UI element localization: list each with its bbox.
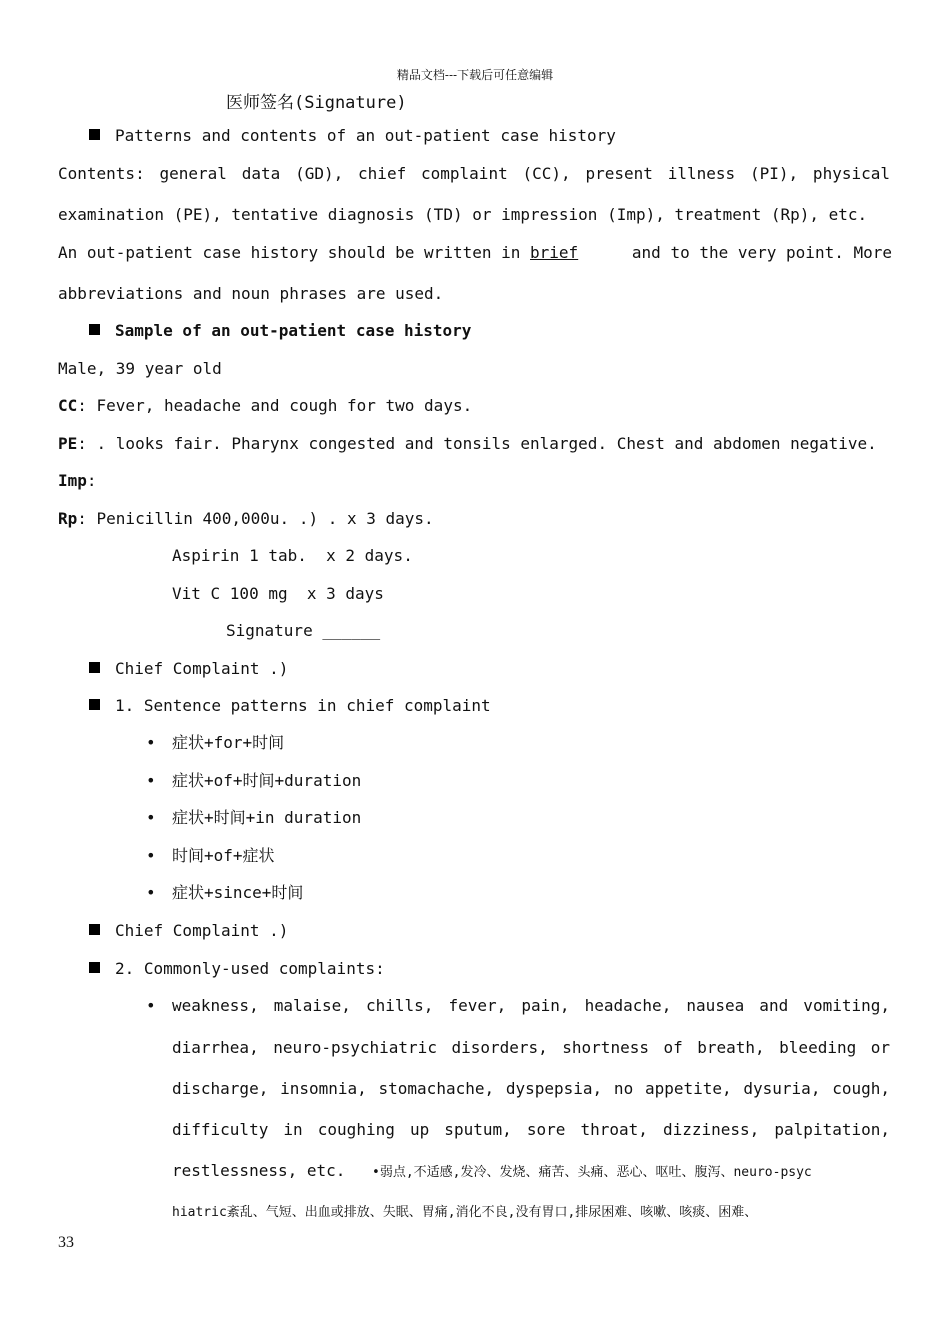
brief-line-1: [58, 243, 892, 263]
rx-aspirin: Aspirin 1 tab. x 2 days.: [172, 546, 413, 565]
square-bullet-icon: [89, 924, 100, 935]
imp-line: [58, 471, 97, 491]
rp-line: [58, 509, 434, 529]
cc-line: [58, 396, 472, 416]
patient-info: Male, 39 year old: [58, 359, 222, 378]
page-header: 精品文档---下载后可任意编辑: [396, 68, 554, 82]
complaint-line-6: hiatric紊乱、气短、出血或排放、失眠、胃痛,消化不良,没有胃口,排尿困难、咳嗽、咳痰、困难、: [172, 1205, 758, 1220]
square-bullet-icon: [89, 324, 100, 335]
pattern-item: 症状+时间+in duration: [172, 808, 362, 827]
signature-title: 医师签名(Signature): [226, 93, 407, 113]
rp-label: Rp: [58, 509, 78, 528]
dot-bullet-icon: •: [146, 771, 156, 790]
brief-link-word: brief: [530, 243, 579, 262]
contents-line-2: examination (PE), tentative diagnosis (TD) or impression (Imp), treatment (Rp), etc.: [58, 205, 868, 224]
square-bullet-icon: [89, 662, 100, 673]
page-number: 33: [58, 1234, 74, 1251]
dot-bullet-icon: •: [146, 808, 156, 827]
common-complaints-heading: 2. Commonly-used complaints:: [115, 959, 385, 978]
dot-bullet-icon: •: [146, 996, 156, 1015]
brief-post: and to the very point. More: [622, 243, 892, 262]
pe-text: : . looks fair. Pharynx congested and tonsils enlarged. Chest and abdomen negative.: [77, 434, 877, 453]
pe-label: PE: [58, 434, 78, 453]
complaint-line: discharge, insomnia, stomachache, dyspepsia, no appetite, dysuria, cough,: [172, 1079, 890, 1098]
cc-label: CC: [58, 396, 78, 415]
imp-text: :: [86, 471, 97, 490]
complaint-line: difficulty in coughing up sputum, sore throat, dizziness, palpitation,: [172, 1120, 890, 1139]
cc-text: : Fever, headache and cough for two days.: [77, 396, 473, 415]
signature-line: Signature ______: [226, 621, 381, 640]
pe-line: [58, 434, 877, 454]
complaint-line-5-en: restlessness, etc.: [172, 1161, 346, 1180]
dot-bullet-icon: •: [146, 846, 156, 865]
brief-line-2: abbreviations and noun phrases are used.: [58, 284, 444, 303]
contents-line-1: Contents: general data (GD), chief complaint (CC), present illness (PI), physical: [58, 164, 890, 183]
rx-vitc: Vit C 100 mg x 3 days: [172, 584, 384, 603]
pattern-item: 症状+for+时间: [172, 733, 285, 752]
dot-bullet-icon: •: [146, 733, 156, 752]
square-bullet-icon: [89, 699, 100, 710]
square-bullet-icon: [89, 129, 100, 140]
section-heading-patterns: Patterns and contents of an out-patient case history: [115, 126, 616, 145]
pattern-item: 时间+of+症状: [172, 846, 275, 865]
pattern-item: 症状+since+时间: [172, 883, 304, 902]
brief-pre: An out-patient case history should be written in: [58, 243, 531, 262]
pattern-item: 症状+of+时间+duration: [172, 771, 362, 790]
complaint-line: diarrhea, neuro-psychiatric disorders, shortness of breath, bleeding or: [172, 1038, 890, 1057]
chief-complaint-heading-2: Chief Complaint .): [115, 921, 289, 940]
sample-heading: Sample of an out-patient case history: [115, 321, 472, 340]
dot-bullet-icon: •: [146, 883, 156, 902]
square-bullet-icon: [89, 962, 100, 973]
rp-text: : Penicillin 400,000u. .) . x 3 days.: [77, 509, 434, 528]
chief-complaint-heading-1: Chief Complaint .): [115, 659, 289, 678]
sentence-patterns-heading: 1. Sentence patterns in chief complaint: [115, 696, 491, 715]
complaint-line-5-cn: •弱点,不适感,发冷、发烧、痛苦、头痛、恶心、呕吐、腹泻、neuro-psyc: [372, 1165, 812, 1180]
complaint-line: weakness, malaise, chills, fever, pain, headache, nausea and vomiting,: [172, 996, 890, 1015]
imp-label: Imp: [58, 471, 87, 490]
